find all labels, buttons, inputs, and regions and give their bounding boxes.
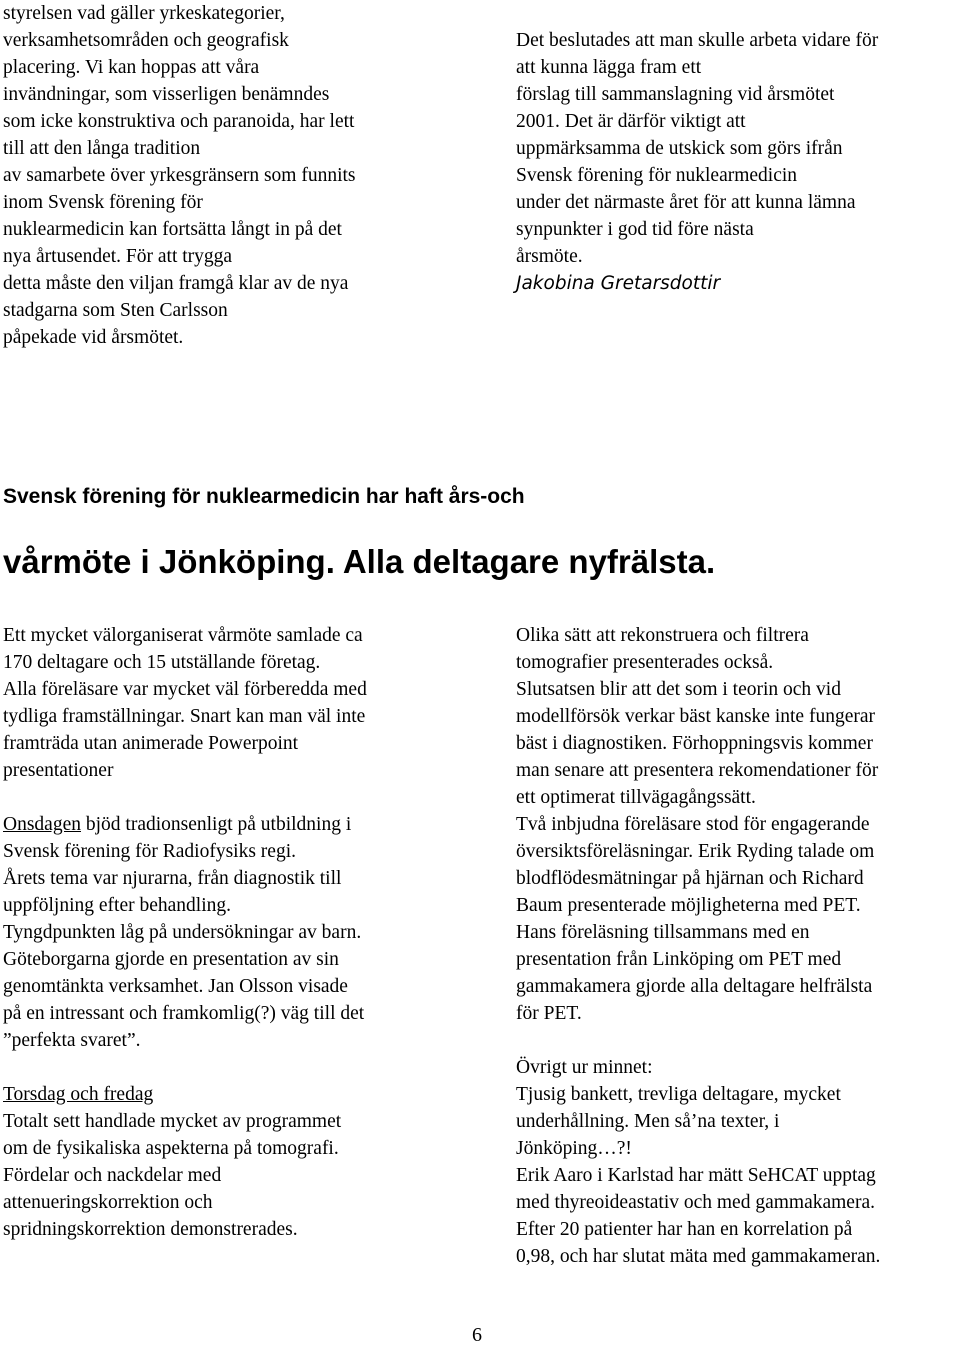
text-line: under det närmaste året för att kunna lämna	[516, 192, 856, 213]
text-line: Det beslutades att man skulle arbeta vidare för	[516, 30, 879, 51]
text-line: genomtänkta verksamhet. Jan Olsson visade	[3, 976, 348, 997]
text-line: tomografier presenterades också.	[516, 652, 774, 673]
text-line: nya årtusendet. För att trygga	[3, 246, 233, 267]
text-line: för PET.	[516, 1003, 582, 1024]
text-line: Olika sätt att rekonstruera och filtrera	[516, 625, 809, 646]
text-line: nuklearmedicin kan fortsätta långt in på det	[3, 219, 342, 240]
text-line: av samarbete över yrkesgränsern som funnits	[3, 165, 356, 186]
text-line: underhållning. Men så’na texter, i	[516, 1111, 780, 1132]
text-line: synpunkter i god tid före nästa	[516, 219, 754, 240]
text-line: presentation från Linköping om PET med	[516, 949, 842, 970]
text-line: inom Svensk förening för	[3, 192, 203, 213]
text-line: tydliga framställningar. Snart kan man väl inte	[3, 706, 366, 727]
text-line: till att den långa tradition	[3, 138, 201, 159]
text-line: översiktsföreläsningar. Erik Ryding talade om	[516, 841, 875, 862]
paragraph-gap	[516, 1027, 960, 1054]
text-line: årsmöte.	[516, 246, 583, 267]
text-line: bäst i diagnostiken. Förhoppningsvis kommer	[516, 733, 873, 754]
text-line: Fördelar och nackdelar med	[3, 1165, 222, 1186]
text-line: styrelsen vad gäller yrkeskategorier,	[3, 3, 285, 24]
text-line: Tyngdpunkten låg på undersökningar av barn.	[3, 922, 362, 943]
paragraph-gap	[3, 784, 448, 811]
text-line: som icke konstruktiva och paranoida, har lett	[3, 111, 355, 132]
text-line: invändningar, som visserligen benämndes	[3, 84, 330, 105]
text-line: Svensk förening för Radiofysiks regi.	[3, 841, 296, 862]
text-line: spridningskorrektion demonstrerades.	[3, 1219, 298, 1240]
text-line: Jönköping…?!	[516, 1138, 632, 1159]
text-line: Årets tema var njurarna, från diagnostik till	[3, 868, 342, 889]
text-line: påpekade vid årsmötet.	[3, 327, 184, 348]
article-headline-line-1: Svensk förening för nuklearmedicin har haft års-och	[3, 485, 525, 508]
text-line: man senare att presentera rekomendationer för	[516, 760, 879, 781]
text-line: Göteborgarna gjorde en presentation av sin	[3, 949, 339, 970]
thursday-label: Torsdag och fredag	[3, 1084, 154, 1105]
text-line: ”perfekta svaret”.	[3, 1030, 141, 1051]
text-line: Övrigt ur minnet:	[516, 1057, 653, 1078]
wednesday-label: Onsdagen	[3, 814, 81, 835]
text-line: Totalt sett handlade mycket av programmet	[3, 1111, 342, 1132]
text-line: med thyreoideastativ och med gammakamera.	[516, 1192, 875, 1213]
text-line: att kunna lägga fram ett	[516, 57, 702, 78]
text-line: uppföljning efter behandling.	[3, 895, 231, 916]
text-line: gammakamera gjorde alla deltagare helfrälsta	[516, 976, 873, 997]
text-line: ett optimerat tillvägagångssätt.	[516, 787, 756, 808]
text-line: uppmärksamma de utskick som görs ifrån	[516, 138, 843, 159]
top-left-column	[3, 0, 448, 351]
text-line: detta måste den viljan framgå klar av de nya	[3, 273, 349, 294]
text-line: presentationer	[3, 760, 114, 781]
wednesday-first-line	[3, 811, 448, 838]
bottom-left-column	[3, 622, 448, 1243]
text-line: förslag till sammanslagning vid årsmötet	[516, 84, 835, 105]
text-line: Två inbjudna föreläsare stod för engagerande	[516, 814, 870, 835]
text-line: attenueringskorrektion och	[3, 1192, 213, 1213]
text-line: placering. Vi kan hoppas att våra	[3, 57, 260, 78]
text-line: Slutsatsen blir att det som i teorin och vid	[516, 679, 841, 700]
text-line: Erik Aaro i Karlstad har mätt SeHCAT upptag	[516, 1165, 876, 1186]
text-line: 0,98, och har slutat mäta med gammakameran.	[516, 1246, 881, 1267]
text-line: Baum presenterade möjligheterna med PET.	[516, 895, 861, 916]
page-number: 6	[472, 1324, 482, 1346]
text-line: framträda utan animerade Powerpoint	[3, 733, 299, 754]
text-line: Tjusig bankett, trevliga deltagare, mycket	[516, 1084, 841, 1105]
text-line: om de fysikaliska aspekterna på tomografi.	[3, 1138, 339, 1159]
text-line: 170 deltagare och 15 utställande företag.	[3, 652, 321, 673]
text-line: stadgarna som Sten Carlsson	[3, 300, 228, 321]
text-line: verksamhetsområden och geografisk	[3, 30, 289, 51]
text-line: Hans föreläsning tillsammans med en	[516, 922, 810, 943]
text-line: modellförsök verkar bäst kanske inte fungerar	[516, 706, 875, 727]
text-line: 2001. Det är därför viktigt att	[516, 111, 746, 132]
text-line: Efter 20 patienter har han en korrelation på	[516, 1219, 853, 1240]
wednesday-first-rest: bjöd tradionsenligt på utbildning i	[80, 814, 352, 835]
text-line: blodflödesmätningar på hjärnan och Richard	[516, 868, 864, 889]
text-line: Ett mycket välorganiserat vårmöte samlade ca	[3, 625, 363, 646]
author-signature: Jakobina Gretarsdottir	[516, 273, 721, 294]
text-line: på en intressant och framkomlig(?) väg till det	[3, 1003, 365, 1024]
text-line: Alla föreläsare var mycket väl förberedda med	[3, 679, 367, 700]
paragraph-gap	[3, 1054, 448, 1081]
bottom-right-column	[516, 622, 960, 1270]
text-line: Svensk förening för nuklearmedicin	[516, 165, 798, 186]
top-right-column	[516, 27, 960, 297]
article-headline-line-2: vårmöte i Jönköping. Alla deltagare nyfrälsta.	[3, 543, 716, 580]
